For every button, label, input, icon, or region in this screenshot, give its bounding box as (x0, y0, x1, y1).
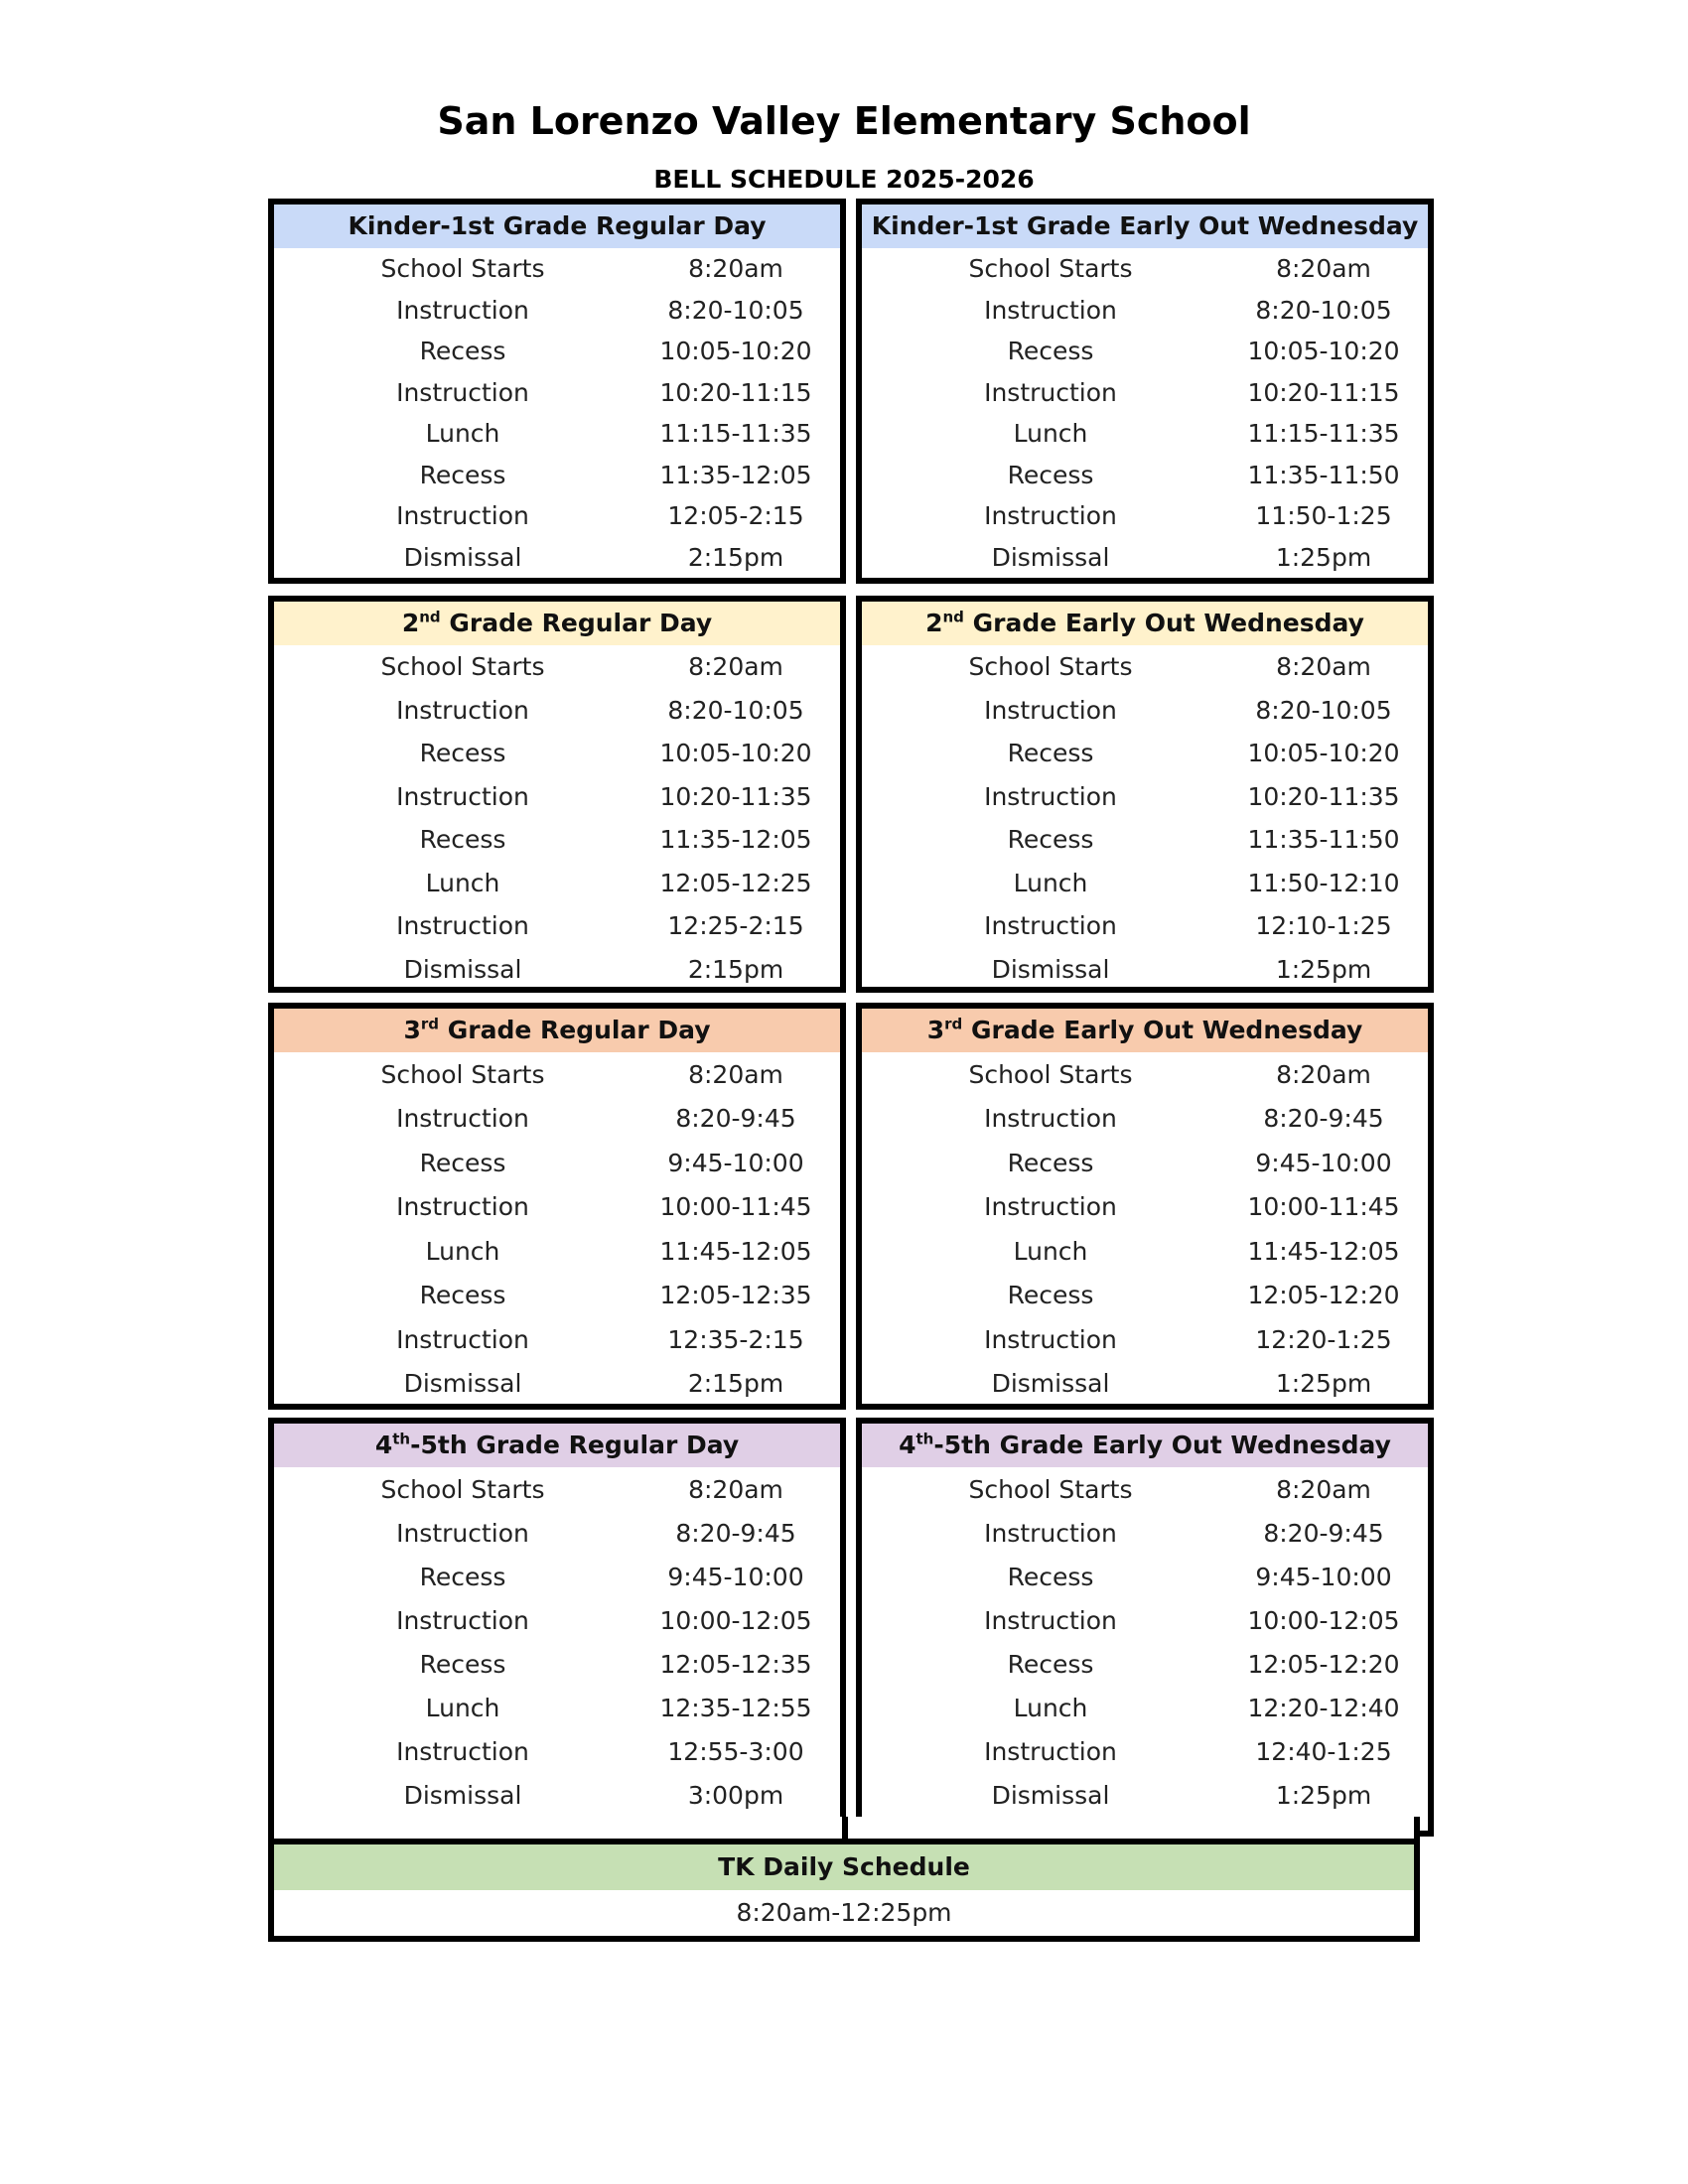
schedule-row (274, 413, 840, 455)
schedule-block (856, 1418, 1434, 1837)
schedule-activity: Instruction (396, 295, 529, 325)
schedule-block-header: 4th-5th Grade Early Out Wednesday (862, 1424, 1428, 1467)
schedule-time: 12:25-2:15 (667, 911, 804, 941)
schedule-block-header: 3rd Grade Regular Day (274, 1009, 840, 1052)
schedule-activity: Instruction (396, 911, 529, 941)
schedule-row (862, 331, 1428, 372)
schedule-activity: Instruction (396, 1192, 529, 1222)
schedule-row (274, 818, 840, 862)
schedule-activity: Dismissal (991, 542, 1110, 572)
schedule-time: 10:05-10:20 (1247, 337, 1400, 366)
schedule-row (862, 645, 1428, 689)
schedule-row (862, 1773, 1428, 1817)
schedule-time: 12:55-3:00 (667, 1736, 804, 1766)
schedule-activity: School Starts (968, 652, 1133, 682)
schedule-activity: Instruction (984, 1104, 1117, 1134)
schedule-row (862, 1185, 1428, 1230)
schedule-row (274, 732, 840, 775)
schedule-time: 8:20-9:45 (1263, 1518, 1384, 1548)
schedule-time: 11:45-12:05 (1247, 1236, 1400, 1266)
schedule-row (862, 904, 1428, 948)
schedule-row (862, 290, 1428, 332)
schedule-time: 12:35-12:55 (659, 1693, 812, 1722)
schedule-time: 11:35-12:05 (659, 460, 812, 489)
schedule-row (862, 1642, 1428, 1686)
schedule-row (274, 948, 840, 992)
schedule-activity: Lunch (425, 868, 500, 897)
schedule-row (274, 1185, 840, 1230)
schedule-row (862, 1229, 1428, 1274)
schedule-time: 10:00-11:45 (1247, 1192, 1400, 1222)
schedule-row (862, 862, 1428, 905)
schedule-activity: Instruction (984, 377, 1117, 407)
schedule-row (274, 1052, 840, 1097)
schedule-row (862, 248, 1428, 290)
schedule-time: 8:20am (1276, 1474, 1371, 1504)
schedule-row (274, 455, 840, 496)
schedule-row (274, 1511, 840, 1555)
schedule-block (268, 596, 846, 993)
schedule-activity: School Starts (968, 1059, 1133, 1089)
schedule-time: 12:35-2:15 (667, 1324, 804, 1354)
schedule-activity: Instruction (984, 1605, 1117, 1635)
schedule-time: 1:25pm (1275, 1369, 1372, 1399)
schedule-time: 12:05-12:35 (659, 1281, 812, 1310)
schedule-time: 8:20-10:05 (667, 695, 804, 725)
schedule-row (862, 948, 1428, 992)
schedule-activity: Recess (1007, 1562, 1094, 1591)
schedule-row (862, 1274, 1428, 1318)
schedule-activity: Instruction (396, 1736, 529, 1766)
schedule-time: 2:15pm (687, 542, 784, 572)
schedule-activity: Recess (419, 1562, 506, 1591)
schedule-time: 12:05-2:15 (667, 501, 804, 531)
schedule-time: 10:20-11:35 (1247, 781, 1400, 811)
schedule-time: 11:15-11:35 (1247, 419, 1400, 449)
schedule-activity: Instruction (396, 1518, 529, 1548)
schedule-activity: Recess (1007, 1281, 1094, 1310)
schedule-block-header: 2nd Grade Early Out Wednesday (862, 602, 1428, 645)
schedule-time: 12:10-1:25 (1255, 911, 1392, 941)
schedule-row (274, 645, 840, 689)
schedule-time: 10:05-10:20 (1247, 739, 1400, 768)
schedule-activity: Dismissal (403, 542, 522, 572)
schedule-row (862, 1362, 1428, 1407)
schedule-time: 9:45-10:00 (1255, 1562, 1392, 1591)
schedule-time: 1:25pm (1275, 954, 1372, 984)
schedule-block (268, 199, 846, 584)
schedule-activity: Lunch (1013, 868, 1088, 897)
schedule-time: 11:50-12:10 (1247, 868, 1400, 897)
schedule-activity: Recess (1007, 739, 1094, 768)
schedule-activity: Instruction (984, 1324, 1117, 1354)
schedule-row (274, 1467, 840, 1511)
schedule-activity: Lunch (425, 1236, 500, 1266)
schedule-time: 9:45-10:00 (1255, 1148, 1392, 1177)
schedule-time: 12:05-12:25 (659, 868, 812, 897)
schedule-row (274, 1555, 840, 1598)
schedule-time: 3:00pm (687, 1780, 784, 1810)
schedule-row (274, 1097, 840, 1142)
page-subtitle: BELL SCHEDULE 2025-2026 (653, 165, 1035, 194)
schedule-time: 10:20-11:15 (1247, 377, 1400, 407)
schedule-row (862, 372, 1428, 414)
schedule-row (862, 455, 1428, 496)
tk-schedule-hours: 8:20am-12:25pm (736, 1898, 952, 1927)
schedule-row (862, 1052, 1428, 1097)
schedule-time: 10:00-12:05 (1247, 1605, 1400, 1635)
schedule-row (274, 1141, 840, 1185)
schedule-time: 10:20-11:35 (659, 781, 812, 811)
schedule-activity: Lunch (1013, 419, 1088, 449)
schedule-activity: Recess (1007, 825, 1094, 855)
page-title: San Lorenzo Valley Elementary School (437, 99, 1251, 143)
schedule-time: 11:35-12:05 (659, 825, 812, 855)
schedule-row (274, 537, 840, 579)
schedule-time: 8:20-9:45 (675, 1104, 796, 1134)
schedule-time: 8:20-10:05 (667, 295, 804, 325)
schedule-row (862, 1511, 1428, 1555)
schedule-time: 8:20-9:45 (1263, 1104, 1384, 1134)
schedule-activity: Instruction (396, 501, 529, 531)
schedule-time: 10:00-11:45 (659, 1192, 812, 1222)
schedule-time: 12:40-1:25 (1255, 1736, 1392, 1766)
schedule-row (274, 1773, 840, 1817)
schedule-row (862, 1686, 1428, 1729)
schedule-block-header: Kinder-1st Grade Regular Day (274, 205, 840, 248)
schedule-time: 12:20-1:25 (1255, 1324, 1392, 1354)
schedule-activity: Recess (419, 1649, 506, 1679)
schedule-time: 9:45-10:00 (667, 1148, 804, 1177)
schedule-row (274, 248, 840, 290)
schedule-time: 8:20am (1276, 1059, 1371, 1089)
schedule-time: 11:35-11:50 (1247, 825, 1400, 855)
schedule-activity: Instruction (984, 295, 1117, 325)
schedule-row (862, 1555, 1428, 1598)
schedule-time: 12:20-12:40 (1247, 1693, 1400, 1722)
schedule-block-header: Kinder-1st Grade Early Out Wednesday (862, 205, 1428, 248)
schedule-block-header: 3rd Grade Early Out Wednesday (862, 1009, 1428, 1052)
schedule-row (862, 413, 1428, 455)
tk-schedule-block (268, 1839, 1420, 1942)
schedule-row (274, 495, 840, 537)
schedule-activity: Recess (419, 460, 506, 489)
schedule-activity: School Starts (380, 254, 545, 284)
schedule-row (274, 290, 840, 332)
schedule-time: 8:20am (688, 652, 783, 682)
schedule-row (274, 1362, 840, 1407)
schedule-activity: Recess (419, 1148, 506, 1177)
schedule-activity: Instruction (396, 781, 529, 811)
schedule-time: 8:20am (1276, 254, 1371, 284)
schedule-row (274, 862, 840, 905)
schedule-row (862, 818, 1428, 862)
schedule-time: 8:20am (1276, 652, 1371, 682)
schedule-time: 8:20am (688, 1474, 783, 1504)
schedule-row (862, 1141, 1428, 1185)
schedule-time: 1:25pm (1275, 1780, 1372, 1810)
schedule-time: 11:45-12:05 (659, 1236, 812, 1266)
schedule-activity: Instruction (984, 1192, 1117, 1222)
schedule-row (862, 1467, 1428, 1511)
schedule-row (862, 1097, 1428, 1142)
schedule-block (856, 199, 1434, 584)
schedule-activity: Dismissal (403, 1369, 522, 1399)
schedule-activity: Recess (1007, 1649, 1094, 1679)
schedule-activity: Dismissal (991, 954, 1110, 984)
schedule-activity: School Starts (380, 652, 545, 682)
schedule-block-header: 4th-5th Grade Regular Day (274, 1424, 840, 1467)
schedule-time: 8:20-10:05 (1255, 295, 1392, 325)
schedule-block (856, 1003, 1434, 1410)
schedule-activity: Instruction (984, 911, 1117, 941)
schedule-time: 10:05-10:20 (659, 739, 812, 768)
schedule-activity: Lunch (425, 419, 500, 449)
schedule-activity: Instruction (984, 695, 1117, 725)
schedule-row (862, 537, 1428, 579)
schedule-row (862, 732, 1428, 775)
schedule-time: 12:05-12:35 (659, 1649, 812, 1679)
schedule-activity: Instruction (396, 695, 529, 725)
schedule-time: 10:20-11:15 (659, 377, 812, 407)
schedule-activity: Instruction (396, 1324, 529, 1354)
schedule-time: 2:15pm (687, 954, 784, 984)
schedule-activity: School Starts (968, 1474, 1133, 1504)
schedule-time: 12:05-12:20 (1247, 1281, 1400, 1310)
schedule-time: 11:50-1:25 (1255, 501, 1392, 531)
schedule-row (274, 1729, 840, 1773)
schedule-row (274, 372, 840, 414)
schedule-time: 11:15-11:35 (659, 419, 812, 449)
schedule-activity: Recess (419, 1281, 506, 1310)
schedule-time: 8:20-10:05 (1255, 695, 1392, 725)
schedule-activity: School Starts (380, 1059, 545, 1089)
schedule-row (274, 1229, 840, 1274)
schedule-row (274, 904, 840, 948)
schedule-row (274, 1317, 840, 1362)
schedule-row (862, 775, 1428, 819)
schedule-row (274, 775, 840, 819)
schedule-activity: School Starts (968, 254, 1133, 284)
schedule-block (268, 1418, 846, 1837)
schedule-activity: Instruction (984, 1736, 1117, 1766)
schedule-activity: Dismissal (403, 1780, 522, 1810)
tk-schedule-header: TK Daily Schedule (274, 1844, 1414, 1890)
schedule-time: 10:00-12:05 (659, 1605, 812, 1635)
schedule-row (862, 495, 1428, 537)
schedule-activity: Instruction (396, 377, 529, 407)
schedule-block (268, 1003, 846, 1410)
schedule-activity: Instruction (984, 1518, 1117, 1548)
schedule-row (274, 1598, 840, 1642)
schedule-activity: Lunch (1013, 1236, 1088, 1266)
schedule-block (856, 596, 1434, 993)
schedule-activity: Recess (419, 739, 506, 768)
schedule-time: 1:25pm (1275, 542, 1372, 572)
schedule-row (862, 1729, 1428, 1773)
schedule-block-header: 2nd Grade Regular Day (274, 602, 840, 645)
schedule-row (274, 1274, 840, 1318)
divider (268, 1817, 1420, 1839)
schedule-activity: Instruction (984, 781, 1117, 811)
schedule-activity: Recess (419, 825, 506, 855)
schedule-time: 2:15pm (687, 1369, 784, 1399)
schedule-time: 9:45-10:00 (667, 1562, 804, 1591)
schedule-activity: Dismissal (991, 1780, 1110, 1810)
schedule-row (862, 1598, 1428, 1642)
schedule-time: 8:20-9:45 (675, 1518, 796, 1548)
schedule-activity: Dismissal (991, 1369, 1110, 1399)
schedule-activity: Lunch (1013, 1693, 1088, 1722)
schedule-row (862, 689, 1428, 733)
schedule-row (274, 689, 840, 733)
schedule-activity: Recess (1007, 1148, 1094, 1177)
schedule-time: 12:05-12:20 (1247, 1649, 1400, 1679)
schedule-activity: Dismissal (403, 954, 522, 984)
schedule-activity: Recess (1007, 460, 1094, 489)
schedule-row (274, 331, 840, 372)
schedule-activity: Instruction (396, 1605, 529, 1635)
schedule-activity: Recess (1007, 337, 1094, 366)
schedule-time: 11:35-11:50 (1247, 460, 1400, 489)
schedule-row (862, 1317, 1428, 1362)
schedule-row (274, 1686, 840, 1729)
schedule-row (274, 1642, 840, 1686)
schedule-time: 10:05-10:20 (659, 337, 812, 366)
schedule-activity: Instruction (396, 1104, 529, 1134)
schedule-time: 8:20am (688, 254, 783, 284)
schedule-activity: School Starts (380, 1474, 545, 1504)
schedule-activity: Lunch (425, 1693, 500, 1722)
schedule-activity: Recess (419, 337, 506, 366)
schedule-activity: Instruction (984, 501, 1117, 531)
schedule-time: 8:20am (688, 1059, 783, 1089)
